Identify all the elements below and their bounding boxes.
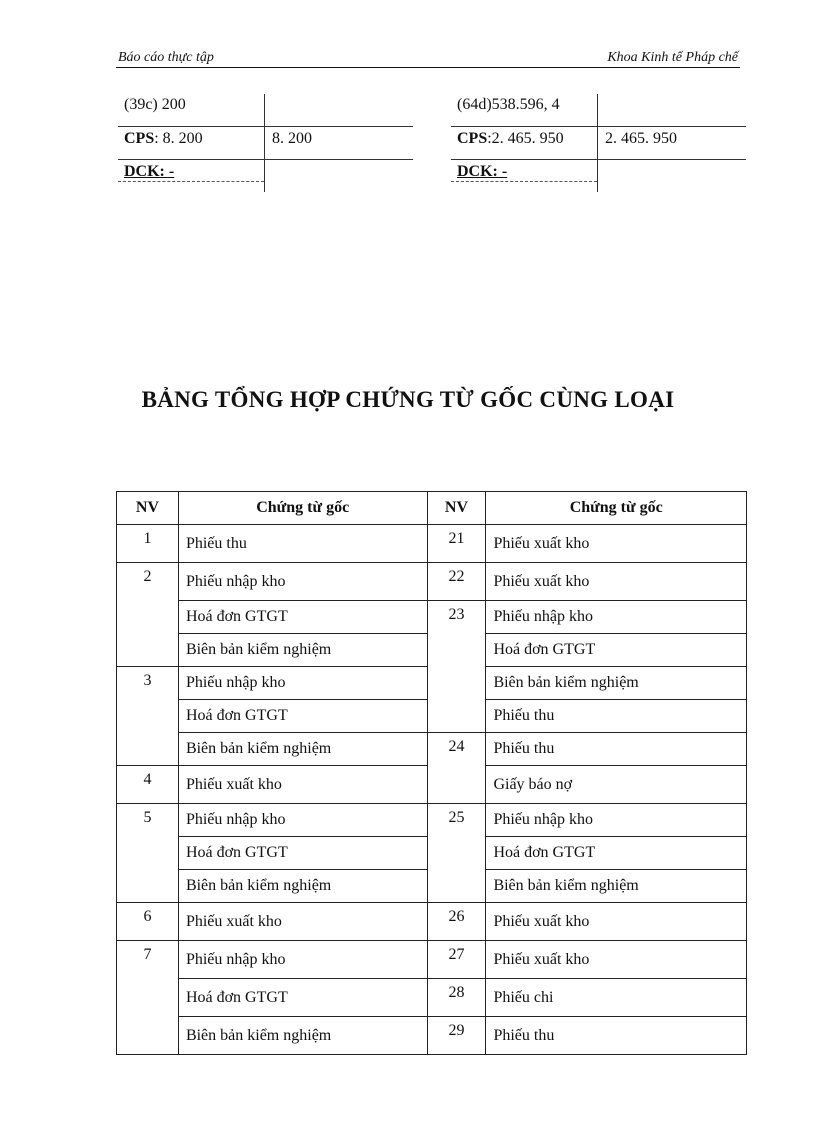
doc-cell: Hoá đơn GTGT — [178, 837, 427, 870]
col-header-docs: Chứng từ gốc — [486, 492, 747, 525]
col-header-nv: NV — [427, 492, 486, 525]
t-account-1-line — [118, 159, 413, 160]
doc-cell: Biên bản kiểm nghiệm — [486, 870, 747, 903]
table-row — [117, 979, 747, 1017]
nv-cell: 6 — [117, 903, 179, 941]
doc-cell: Biên bản kiểm nghiệm — [486, 667, 747, 700]
nv-cell: 22 — [427, 563, 486, 601]
doc-cell: Phiếu thu — [486, 733, 747, 766]
doc-cell: Hoá đơn GTGT — [178, 700, 427, 733]
source-documents-table — [116, 491, 747, 1055]
col-header-nv: NV — [117, 492, 179, 525]
header-right: Khoa Kinh tế Pháp chế — [607, 50, 738, 65]
table-row — [117, 903, 747, 941]
t-account-1-cps-debit: CPS: 8. 200 — [124, 130, 203, 147]
doc-cell: Phiếu xuất kho — [486, 563, 747, 601]
table-row — [117, 733, 747, 766]
table-row — [117, 601, 747, 634]
t-account-2-cps-debit: CPS:2. 465. 950 — [457, 130, 564, 147]
doc-cell: Phiếu xuất kho — [178, 766, 427, 804]
t-account-1-cps-credit: 8. 200 — [272, 130, 312, 147]
doc-cell: Giấy báo nợ — [486, 766, 747, 804]
t-account-2-debit-entry: (64d)538.596, 4 — [457, 96, 560, 113]
nv-cell: 26 — [427, 903, 486, 941]
doc-cell: Phiếu nhập kho — [486, 601, 747, 634]
nv-cell: 5 — [117, 804, 179, 903]
t-account-1-divider — [264, 94, 265, 192]
doc-cell: Biên bản kiểm nghiệm — [178, 1017, 427, 1055]
nv-cell: 4 — [117, 766, 179, 804]
t-account-2-cps-credit: 2. 465. 950 — [605, 130, 677, 147]
table-row — [117, 563, 747, 601]
nv-cell: 3 — [117, 667, 179, 766]
nv-cell: 27 — [427, 941, 486, 979]
col-header-docs: Chứng từ gốc — [178, 492, 427, 525]
doc-cell: Hoá đơn GTGT — [178, 979, 427, 1017]
doc-cell: Biên bản kiểm nghiệm — [178, 733, 427, 766]
doc-cell: Hoá đơn GTGT — [178, 601, 427, 634]
doc-cell: Phiếu xuất kho — [486, 903, 747, 941]
table-header-row — [117, 492, 747, 525]
doc-cell: Hoá đơn GTGT — [486, 837, 747, 870]
nv-cell: 2 — [117, 563, 179, 667]
t-account-2-dck: DCK: - — [457, 163, 508, 180]
t-account-1-dck: DCK: - — [124, 163, 175, 180]
doc-cell: Phiếu thu — [486, 700, 747, 733]
doc-cell: Phiếu nhập kho — [178, 563, 427, 601]
nv-cell: 21 — [427, 525, 486, 563]
nv-cell: 7 — [117, 941, 179, 1055]
t-account-1-debit-entry: (39c) 200 — [124, 96, 186, 113]
doc-cell: Phiếu xuất kho — [486, 941, 747, 979]
nv-cell: 1 — [117, 525, 179, 563]
doc-cell: Phiếu thu — [486, 1017, 747, 1055]
table-row — [117, 941, 747, 979]
t-account-2-divider — [597, 94, 598, 192]
doc-cell: Phiếu nhập kho — [178, 941, 427, 979]
doc-cell: Phiếu nhập kho — [178, 804, 427, 837]
doc-cell: Phiếu nhập kho — [486, 804, 747, 837]
doc-cell: Hoá đơn GTGT — [486, 634, 747, 667]
doc-cell: Phiếu xuất kho — [486, 525, 747, 563]
doc-cell: Phiếu xuất kho — [178, 903, 427, 941]
t-account-2-line — [451, 126, 746, 127]
doc-cell: Biên bản kiểm nghiệm — [178, 634, 427, 667]
nv-cell: 28 — [427, 979, 486, 1017]
table-row — [117, 525, 747, 563]
page-title: BẢNG TỔNG HỢP CHỨNG TỪ GỐC CÙNG LOẠI — [141, 387, 675, 412]
t-account-1-line — [118, 181, 264, 182]
t-account-1-line — [118, 126, 413, 127]
nv-cell: 25 — [427, 804, 486, 903]
header-rule — [116, 67, 740, 68]
table-row — [117, 804, 747, 837]
nv-cell: 24 — [427, 733, 486, 804]
t-account-2-line — [451, 181, 597, 182]
doc-cell: Phiếu thu — [178, 525, 427, 563]
doc-cell: Biên bản kiểm nghiệm — [178, 870, 427, 903]
nv-cell: 29 — [427, 1017, 486, 1055]
table-row — [117, 1017, 747, 1055]
header-left: Báo cáo thực tập — [118, 50, 214, 65]
t-account-2-line — [451, 159, 746, 160]
doc-cell: Phiếu chi — [486, 979, 747, 1017]
nv-cell: 23 — [427, 601, 486, 733]
doc-cell: Phiếu nhập kho — [178, 667, 427, 700]
